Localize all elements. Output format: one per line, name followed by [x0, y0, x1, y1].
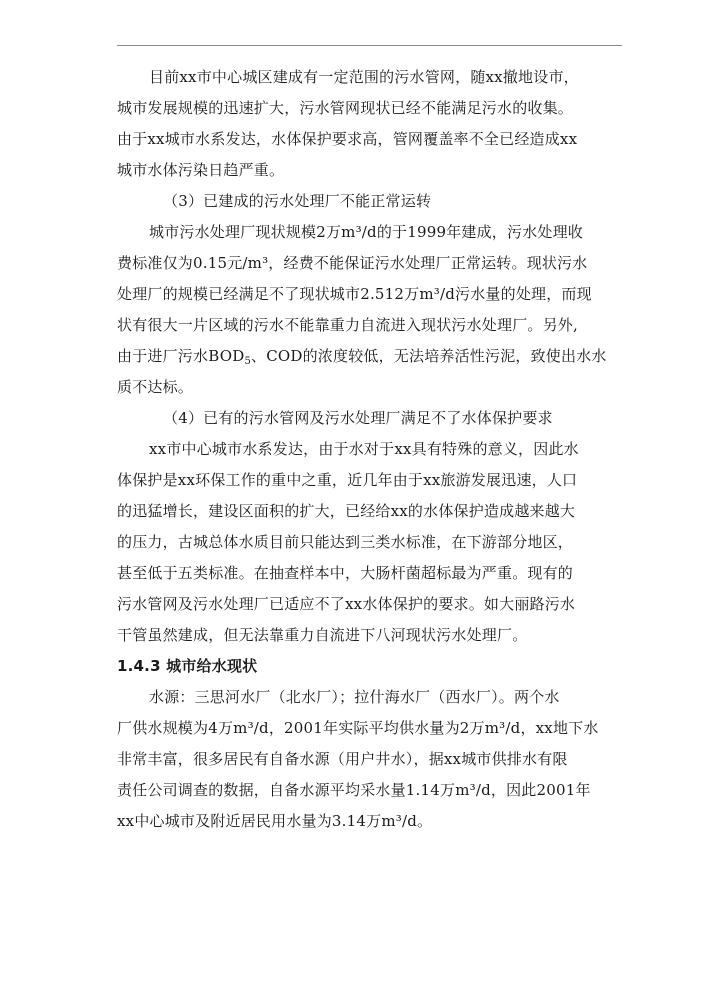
paragraph4-line: 水源：三思河水厂（北水厂）；拉什海水厂（西水厂）。两个水 — [149, 688, 560, 706]
paragraph4-line: 非常丰富，很多居民有自备水源（用户井水），据xx城市供排水有限 — [117, 750, 568, 768]
bod-suffix: 、COD的浓度较低，无法培养活性污泥，致使出水水 — [251, 347, 607, 365]
paragraph1-line: 城市发展规模的迅速扩大，污水管网现状已经不能满足污水的收集。 — [117, 99, 574, 117]
paragraph3-line: 甚至低于五类标准。在抽查样本中，大肠杆菌超标最为严重。现有的 — [117, 564, 574, 582]
paragraph3-line: xx市中心城市水系发达，由于水对于xx具有特殊的意义，因此水 — [149, 440, 579, 458]
paragraph4-line: 责任公司调查的数据，自备水源平均采水量1.14万m³/d，因此2001年 — [117, 781, 591, 799]
paragraph2-line: 城市污水处理厂现状规模2万m³/d的于1999年建成，污水处理收 — [149, 223, 584, 241]
paragraph2-line: 费标准仅为0.15元/m³，经费不能保证污水处理厂正常运转。现状污水 — [117, 254, 588, 272]
paragraph2-line: 处理厂的规模已经满足不了现状城市2.512万m³/d污水量的处理，而现 — [117, 285, 592, 303]
paragraph4-line: 厂供水规模为4万m³/d，2001年实际平均供水量为2万m³/d，xx地下水 — [117, 719, 599, 737]
paragraph3-line: 污水管网及污水处理厂已适应不了xx水体保护的要求。如大丽路污水 — [117, 595, 576, 613]
document-body — [117, 62, 627, 837]
paragraph3-line: 干管虽然建成，但无法靠重力自流进下八河现状污水处理厂。 — [117, 626, 528, 644]
item4-title: （4）已有的污水管网及污水处理厂满足不了水体保护要求 — [163, 409, 553, 427]
paragraph2-line: 质不达标。 — [117, 378, 194, 396]
item3-title: （3）已建成的污水处理厂不能正常运转 — [163, 192, 432, 210]
paragraph2-line-bod — [117, 341, 627, 372]
paragraph3-line: 的压力，古城总体水质目前只能达到三类水标准，在下游部分地区， — [117, 533, 574, 551]
bod-prefix: 由于进厂污水BOD — [117, 347, 245, 365]
header-rule — [117, 45, 622, 46]
bod-subscript: 5 — [244, 356, 251, 367]
section-heading — [117, 651, 627, 682]
section-title: 城市给水现状 — [166, 657, 258, 675]
paragraph2-line: 状有很大一片区域的污水不能靠重力自流进入现状污水处理厂。另外, — [117, 316, 578, 334]
paragraph4-line: xx中心城市及附近居民用水量为3.14万m³/d。 — [117, 812, 433, 830]
paragraph1-line: 由于xx城市水系发达，水体保护要求高，管网覆盖率不全已经造成xx — [117, 130, 578, 148]
section-number: 1.4.3 — [117, 657, 161, 675]
paragraph3-line: 体保护是xx环保工作的重中之重，近几年由于xx旅游发展迅速，人口 — [117, 471, 578, 489]
paragraph3-line: 的迅猛增长，建设区面积的扩大，已经给xx的水体保护造成越来越大 — [117, 502, 576, 520]
paragraph1-line: 目前xx市中心城区建成有一定范围的污水管网，随xx撤地设市， — [149, 68, 579, 86]
paragraph1-line: 城市水体污染日趋严重。 — [117, 161, 285, 179]
